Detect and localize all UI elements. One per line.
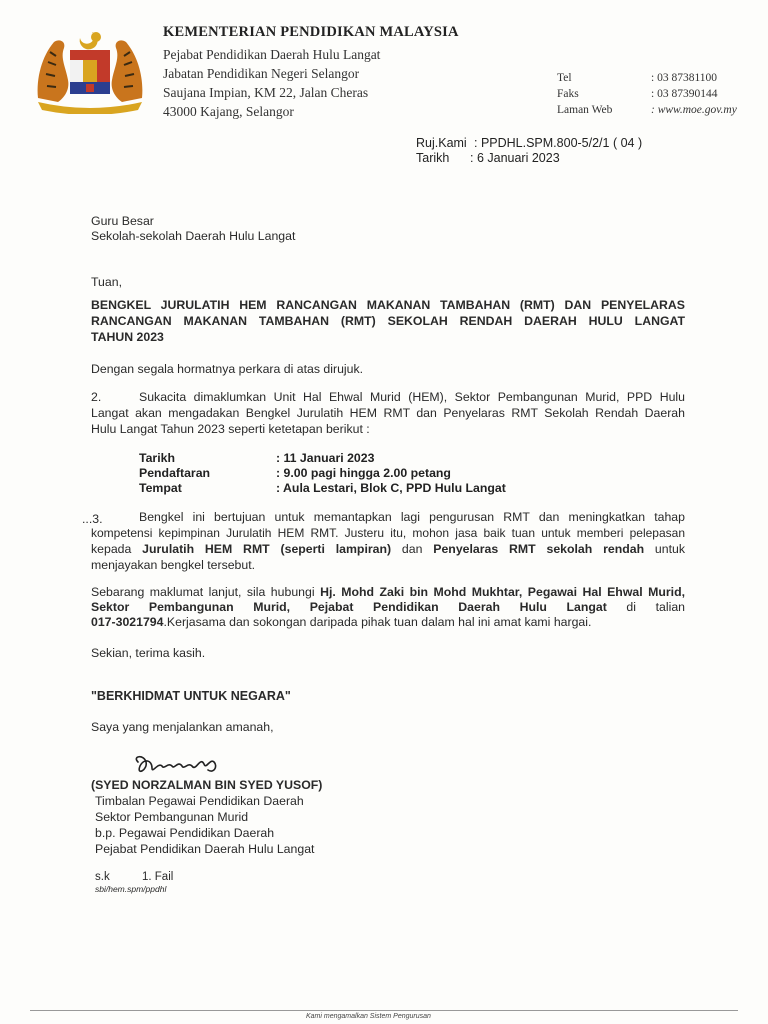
- date-value: : 6 Januari 2023: [470, 151, 560, 165]
- detail-label-registration: Pendaftaran: [139, 466, 211, 480]
- paragraph-3-line: Bengkel ini bertujuan untuk memantapkan lagi pengurusan RMT dan meningkatkan tahap: [139, 510, 685, 524]
- recipient-org: Sekolah-sekolah Daerah Hulu Langat: [91, 229, 296, 243]
- address-line: Pejabat Pendidikan Daerah Hulu Langat: [163, 47, 381, 62]
- paragraph-4-line: 017-3021794.Kerjasama dan sokongan daripada pihak tuan dalam hal ini amat kami hargai.: [91, 615, 592, 629]
- paragraph-2-line: Langat akan mengadakan Bengkel Jurulatih HEM RMT dan Penyelaras RMT Sekolah Rendah Daerah: [91, 406, 685, 420]
- paragraph-2-line: Hulu Langat Tahun 2023 seperti ketetapan berikut :: [91, 422, 370, 436]
- address-line: 43000 Kajang, Selangor: [163, 104, 294, 119]
- fax-value: : 03 87390144: [651, 88, 718, 100]
- detail-value-venue: : Aula Lestari, Blok C, PPD Hulu Langat: [276, 481, 506, 495]
- signatory-name: (SYED NORZALMAN BIN SYED YUSOF): [91, 778, 323, 792]
- ref-value: : PPDHL.SPM.800-5/2/1 ( 04 ): [474, 136, 643, 150]
- paragraph-4-line: Sebarang maklumat lanjut, sila hubungi Hj. Mohd Zaki bin Mohd Mukhtar, Pegawai Hal Ehwal Murid,: [91, 585, 686, 599]
- paragraph-3-line: kepada Jurulatih HEM RMT (seperti lampiran) dan Penyelaras RMT sekolah rendah untuk: [91, 542, 685, 556]
- footer-divider: [30, 1010, 738, 1011]
- amanah-text: Saya yang menjalankan amanah,: [91, 720, 274, 734]
- coat-of-arms-icon: [30, 28, 150, 114]
- salutation: Tuan,: [91, 275, 122, 289]
- date-label: Tarikh: [416, 151, 450, 165]
- subject-line: BENGKEL JURULATIH HEM RANCANGAN MAKANAN TAMBAHAN (RMT) DAN PENYELARAS: [91, 298, 685, 312]
- closing-text: Sekian, terima kasih.: [91, 646, 206, 660]
- address-line: Jabatan Pendidikan Negeri Selangor: [163, 66, 360, 81]
- motto: "BERKHIDMAT UNTUK NEGARA": [91, 689, 291, 703]
- detail-value-date: : 11 Januari 2023: [276, 451, 375, 465]
- paragraph-3-number: ...3.: [82, 512, 103, 526]
- paragraph-1: Dengan segala hormatnya perkara di atas dirujuk.: [91, 362, 364, 376]
- paragraph-4-line: Sektor Pembangunan Murid, Pejabat Pendidikan Daerah Hulu Langat di talian: [91, 600, 685, 614]
- paragraph-2-number: 2.: [91, 390, 102, 404]
- detail-label-date: Tarikh: [139, 451, 175, 465]
- subject-line: RANCANGAN MAKANAN TAMBAHAN (RMT) SEKOLAH RENDAH DAERAH HULU LANGAT: [91, 314, 685, 328]
- signatory-sector: Sektor Pembangunan Murid: [95, 810, 249, 824]
- website-label: Laman Web: [557, 104, 613, 116]
- cc-item: 1. Fail: [142, 871, 174, 883]
- tel-label: Tel: [557, 72, 572, 84]
- ref-label: Ruj.Kami: [416, 136, 467, 150]
- recipient-title: Guru Besar: [91, 214, 154, 228]
- paragraph-2-line: Sukacita dimaklumkan Unit Hal Ehwal Murid (HEM), Sektor Pembangunan Murid, PPD Hulu: [139, 390, 685, 404]
- signatory-title: Timbalan Pegawai Pendidikan Daerah: [95, 794, 304, 808]
- detail-value-registration: : 9.00 pagi hingga 2.00 petang: [276, 466, 451, 480]
- detail-label-venue: Tempat: [139, 481, 182, 495]
- signatory-bp: b.p. Pegawai Pendidikan Daerah: [95, 826, 275, 840]
- paragraph-3-line: menjayakan bengkel tersebut.: [91, 558, 256, 572]
- paragraph-3-line: kompetensi kepimpinan Jurulatih HEM RMT. Justeru itu, mohon jasa baik tuan untuk memberi pelepasan: [91, 526, 685, 540]
- address-line: Saujana Impian, KM 22, Jalan Cheras: [163, 85, 369, 100]
- tel-value: : 03 87381100: [651, 72, 718, 84]
- subject-line: TAHUN 2023: [91, 330, 164, 344]
- file-code: sbi/hem.spm/ppdhl: [95, 884, 167, 894]
- signatory-office: Pejabat Pendidikan Daerah Hulu Langat: [95, 842, 315, 856]
- ministry-name: KEMENTERIAN PENDIDIKAN MALAYSIA: [163, 24, 459, 40]
- cc-label: s.k: [95, 871, 110, 883]
- footer-text: Kami mengamalkan Sistem Pengurusan: [306, 1013, 431, 1020]
- fax-label: Faks: [557, 88, 579, 100]
- website-value: : www.moe.gov.my: [651, 104, 737, 116]
